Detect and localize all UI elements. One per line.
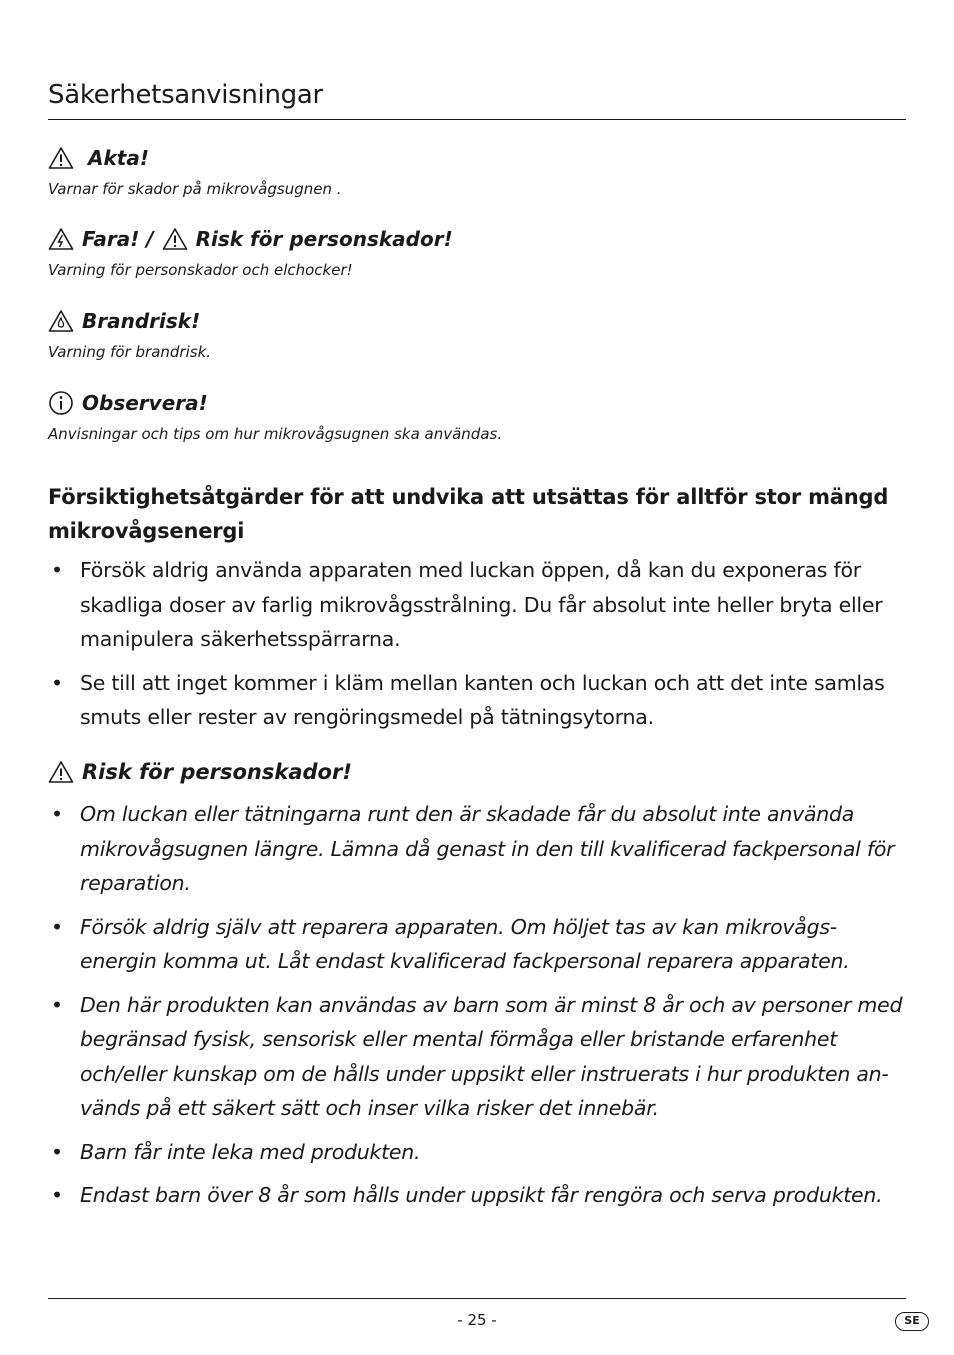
symbol-note <box>48 389 502 443</box>
list-item: • Försök aldrig själv att reparera apparaten. Om höljet tas av kan mikrovågs-energin komma ut. Låt endast kvalificerad fackpersonal reparera apparaten. <box>51 914 850 973</box>
list-item: • Endast barn över 8 år som hålls under uppsikt får rengöra och serva produkten. <box>51 1183 883 1207</box>
title-divider <box>48 119 906 120</box>
symbol-description: Varning för brandrisk. <box>48 343 212 361</box>
language-badge: SE <box>895 1312 929 1331</box>
symbol-label: Observera! <box>82 391 208 415</box>
symbol-danger <box>48 225 453 279</box>
warning-triangle-icon <box>48 760 74 784</box>
risk-list <box>48 797 910 1222</box>
precautions-list <box>48 553 910 744</box>
page-number: - 25 - <box>457 1311 497 1329</box>
symbol-label: Fara! / <box>82 227 154 251</box>
list-item: • Om luckan eller tätningarna runt den är skadade får du absolut inte använda mikrovågsugnen längre. Lämna då genast in den till kvalificerad fackpersonal för reparation. <box>51 802 895 895</box>
risk-heading-label: Risk för personskador! <box>82 760 352 784</box>
symbol-caution <box>48 144 342 198</box>
symbol-fire-risk <box>48 307 211 361</box>
info-icon <box>48 390 74 416</box>
risk-heading <box>48 758 352 786</box>
fire-warning-icon <box>48 309 74 333</box>
symbol-label-secondary: Risk för personskador! <box>195 227 453 251</box>
list-item: • Barn får inte leka med produkten. <box>51 1139 421 1164</box>
precautions-heading: Försiktighetsåtgärder för att undvika att utsättas för alltför stor mängd mikrovågsenergi <box>48 485 889 543</box>
symbol-label: Akta! <box>88 146 149 170</box>
symbol-description: Varnar för skador på mikrovågsugnen . <box>48 180 342 198</box>
symbol-description: Varning för personskador och elchocker! <box>48 261 353 279</box>
symbol-description: Anvisningar och tips om hur mikrovågsugnen ska användas. <box>48 425 503 443</box>
warning-triangle-icon <box>162 227 188 251</box>
page-title: Säkerhetsanvisningar <box>48 80 323 110</box>
list-item: • Den här produkten kan användas av barn som är minst 8 år och av personer med begränsad fysisk, sensorisk eller mental förmåga eller bristande erfarenhet och/eller kunskap om de hålls under uppsikt eller instruerats i hur produkten an-vänds på ett säkert sätt och inser vilka risker det innebär. <box>51 992 903 1120</box>
list-item: • Försök aldrig använda apparaten med luckan öppen, då kan du exponeras för skadliga doser av farlig mikrovågsstrålning. Du får absolut inte heller bryta eller manipulera säkerhetsspärrarna. <box>51 558 883 651</box>
electric-shock-warning-icon <box>48 227 74 251</box>
symbol-label: Brandrisk! <box>82 309 201 333</box>
list-item: • Se till att inget kommer i kläm mellan kanten och luckan och att det inte samlas smuts eller rester av rengöringsmedel på tätningsytorna. <box>51 670 885 729</box>
warning-triangle-icon <box>48 146 74 170</box>
footer-divider <box>48 1298 906 1299</box>
